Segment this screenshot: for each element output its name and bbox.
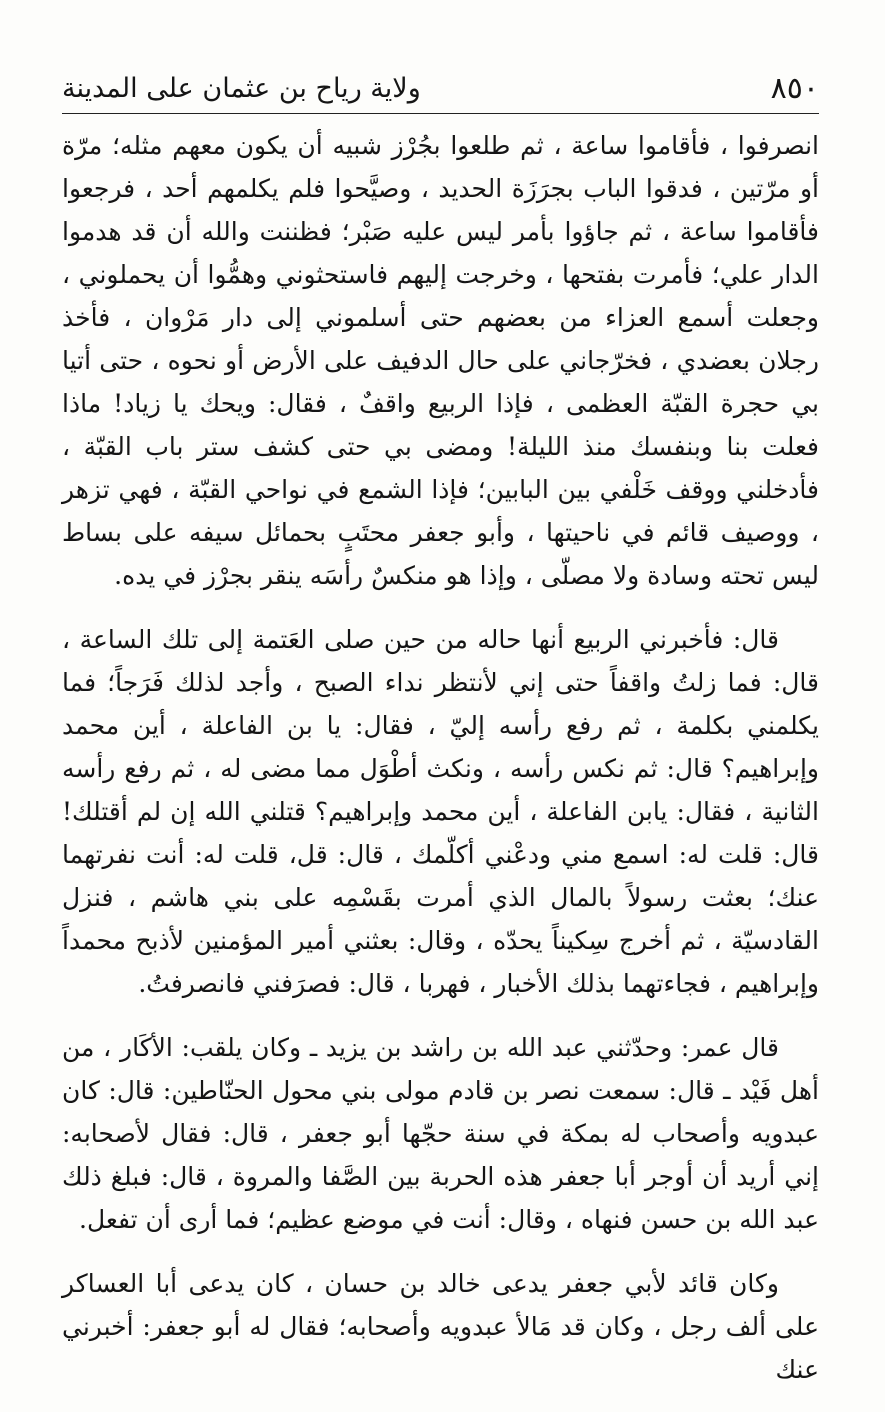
chapter-title: ولاية رياح بن عثمان على المدينة <box>62 72 421 104</box>
page-number: ٨٥٠ <box>770 70 819 106</box>
paragraph-4: وكان قائد لأبي جعفر يدعى خالد بن حسان ، كان يدعى أبا العساكر على ألف رجل ، وكان قد مَالأ عبدويه وأصحابه؛ فقال له أبو جعفر: أخبرني عنك <box>62 1269 819 1384</box>
paragraph-1: انصرفوا ، فأقاموا ساعة ، ثم طلعوا بجُرْز شبيه أن يكون معهم مثله؛ مرّة أو مرّتين ، فدقوا الباب بجرَزَة الحديد ، وصيَّحوا فلم يكلمهم أحد ، فرجعوا فأقاموا ساعة ، ثم جاؤوا بأمر ليس عليه صَبْر؛ فظننت والله أن قد هدموا الدار علي؛ فأمرت بفتحها ، وخرجت إليهم فاستحثوني وهمُّوا أن يحملوني ، وجعلت أسمع العزاء من بعضهم حتى أسلموني إلى دار مَرْوان ، فأخذ رجلان بعضدي ، فخرّجاني على حال الدفيف على الأرض أو نحوه ، حتى أتيا بي حجرة القبّة العظمى ، فإذا الربيع واقفٌ ، فقال: ويحك يا زياد! ماذا فعلت بنا وبنفسك منذ الليلة! ومضى بي حتى كشف ستر باب القبّة ، فأدخلني ووقف خَلْفي بين البابين؛ فإذا الشمع في نواحي القبّة ، فهي تزهر ، ووصيف قائم في ناحيتها ، وأبو جعفر محتَبٍ بحمائل سيفه على بساط ليس تحته وسادة ولا مصلّى ، وإذا هو منكسٌ رأسَه ينقر بجرْز في يده. <box>62 131 819 590</box>
paragraph-2: قال: فأخبرني الربيع أنها حاله من حين صلى العَتمة إلى تلك الساعة ، قال: فما زلتُ واقفاً حتى إني لأنتظر نداء الصبح ، وأجد لذلك فَرَجاً؛ فما يكلمني بكلمة ، ثم رفع رأسه إليّ ، فقال: يا بن الفاعلة ، أين محمد وإبراهيم؟ قال: ثم نكس رأسه ، ونكث أطْوَل مما مضى له ، ثم رفع رأسه الثانية ، فقال: يابن الفاعلة ، أين محمد وإبراهيم؟ قتلني الله إن لم أقتلك! قال: قلت له: اسمع مني ودعْني أكلّمك ، قال: قل، قلت له: أنت نفرتهما عنك؛ بعثت رسولاً بالمال الذي أمرت بقَسْمِه على بني هاشم ، فنزل القادسيّة ، ثم أخرج سِكيناً يحدّه ، وقال: بعثني أمير المؤمنين لأذبح محمداً وإبراهيم ، فجاءتهما بذلك الأخبار ، فهربا ، قال: فصرَفني فانصرفتُ. <box>62 625 819 998</box>
header-divider <box>62 113 819 114</box>
body-text <box>62 124 819 1412</box>
paragraph-3: قال عمر: وحدّثني عبد الله بن راشد بن يزيد ـ وكان يلقب: الأكَار ، من أهل فَيْد ـ قال: سمعت نصر بن قادم مولى بني محول الحنّاطين: قال: كان عبدويه وأصحاب له بمكة في سنة حجّها أبو جعفر ، قال: فقال لأصحابه: إني أريد أن أوجر أبا جعفر هذه الحربة بين الصَّفا والمروة ، قال: فبلغ ذلك عبد الله بن حسن فنهاه ، وقال: أنت في موضع عظيم؛ فما أرى أن تفعل. <box>62 1033 819 1234</box>
running-head <box>62 66 819 110</box>
